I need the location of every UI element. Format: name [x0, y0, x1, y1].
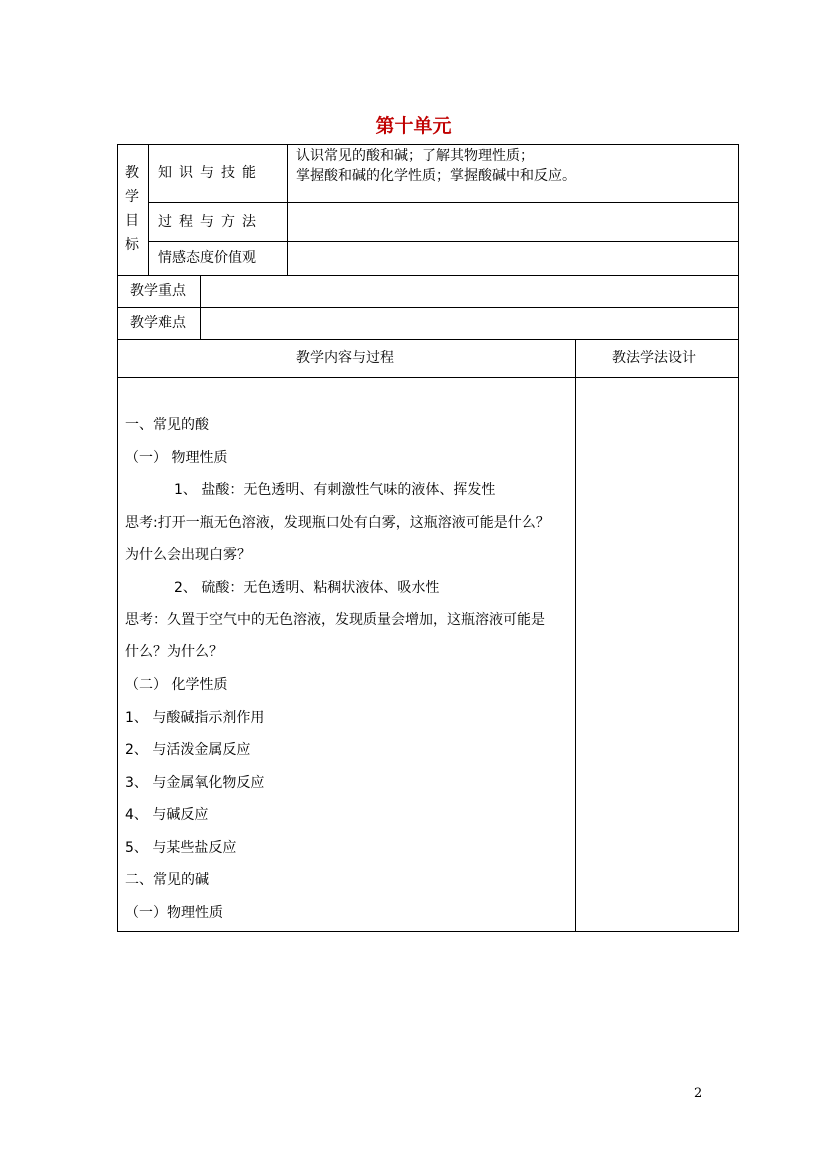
- method-header: 教法学法设计: [612, 350, 696, 366]
- goals-label-char: 教: [125, 165, 139, 181]
- content-line: 一、常见的酸: [125, 417, 209, 433]
- content-line: 1、 盐酸：无色透明、有刺激性气味的液体、挥发性: [174, 482, 496, 498]
- goal-text-line: 掌握酸和碱的化学性质；掌握酸碱中和反应。: [296, 168, 576, 184]
- content-line: （一）物理性质: [125, 905, 223, 921]
- content-line: 3、 与金属氧化物反应: [125, 775, 265, 791]
- content-line: 5、 与某些盐反应: [125, 840, 237, 856]
- content-line: 2、 与活泼金属反应: [125, 742, 251, 758]
- goal-text-line: 认识常见的酸和碱；了解其物理性质；: [296, 148, 534, 164]
- goal-label-attitude: 情感态度价值观: [158, 250, 256, 266]
- page-number: 2: [694, 1086, 703, 1101]
- difficult-point-label: 教学难点: [130, 315, 186, 331]
- key-point-label: 教学重点: [130, 283, 186, 299]
- content-line: 什么？为什么？: [125, 644, 223, 660]
- content-line: 二、常见的碱: [125, 872, 209, 888]
- goal-label-knowledge: 知识与技能: [158, 165, 263, 181]
- goal-label-process: 过程与方法: [158, 214, 263, 230]
- content-line: （一） 物理性质: [125, 450, 228, 466]
- content-line: 为什么会出现白雾？: [125, 547, 251, 563]
- goals-label-char: 标: [125, 237, 139, 253]
- content-line: （二） 化学性质: [125, 677, 228, 693]
- goals-label-char: 目: [125, 213, 139, 229]
- content-line: 4、 与碱反应: [125, 807, 209, 823]
- goals-label-char: 学: [125, 189, 139, 205]
- page-title: 第十单元: [375, 115, 452, 137]
- content-line: 思考：久置于空气中的无色溶液，发现质量会增加，这瓶溶液可能是: [125, 612, 545, 628]
- content-header: 教学内容与过程: [296, 350, 394, 366]
- content-line: 2、 硫酸：无色透明、粘稠状液体、吸水性: [174, 580, 440, 596]
- content-line: 1、 与酸碱指示剂作用: [125, 710, 265, 726]
- goals-label: [125, 164, 139, 260]
- content-line: 思考:打开一瓶无色溶液，发现瓶口处有白雾，这瓶溶液可能是什么？: [125, 515, 550, 531]
